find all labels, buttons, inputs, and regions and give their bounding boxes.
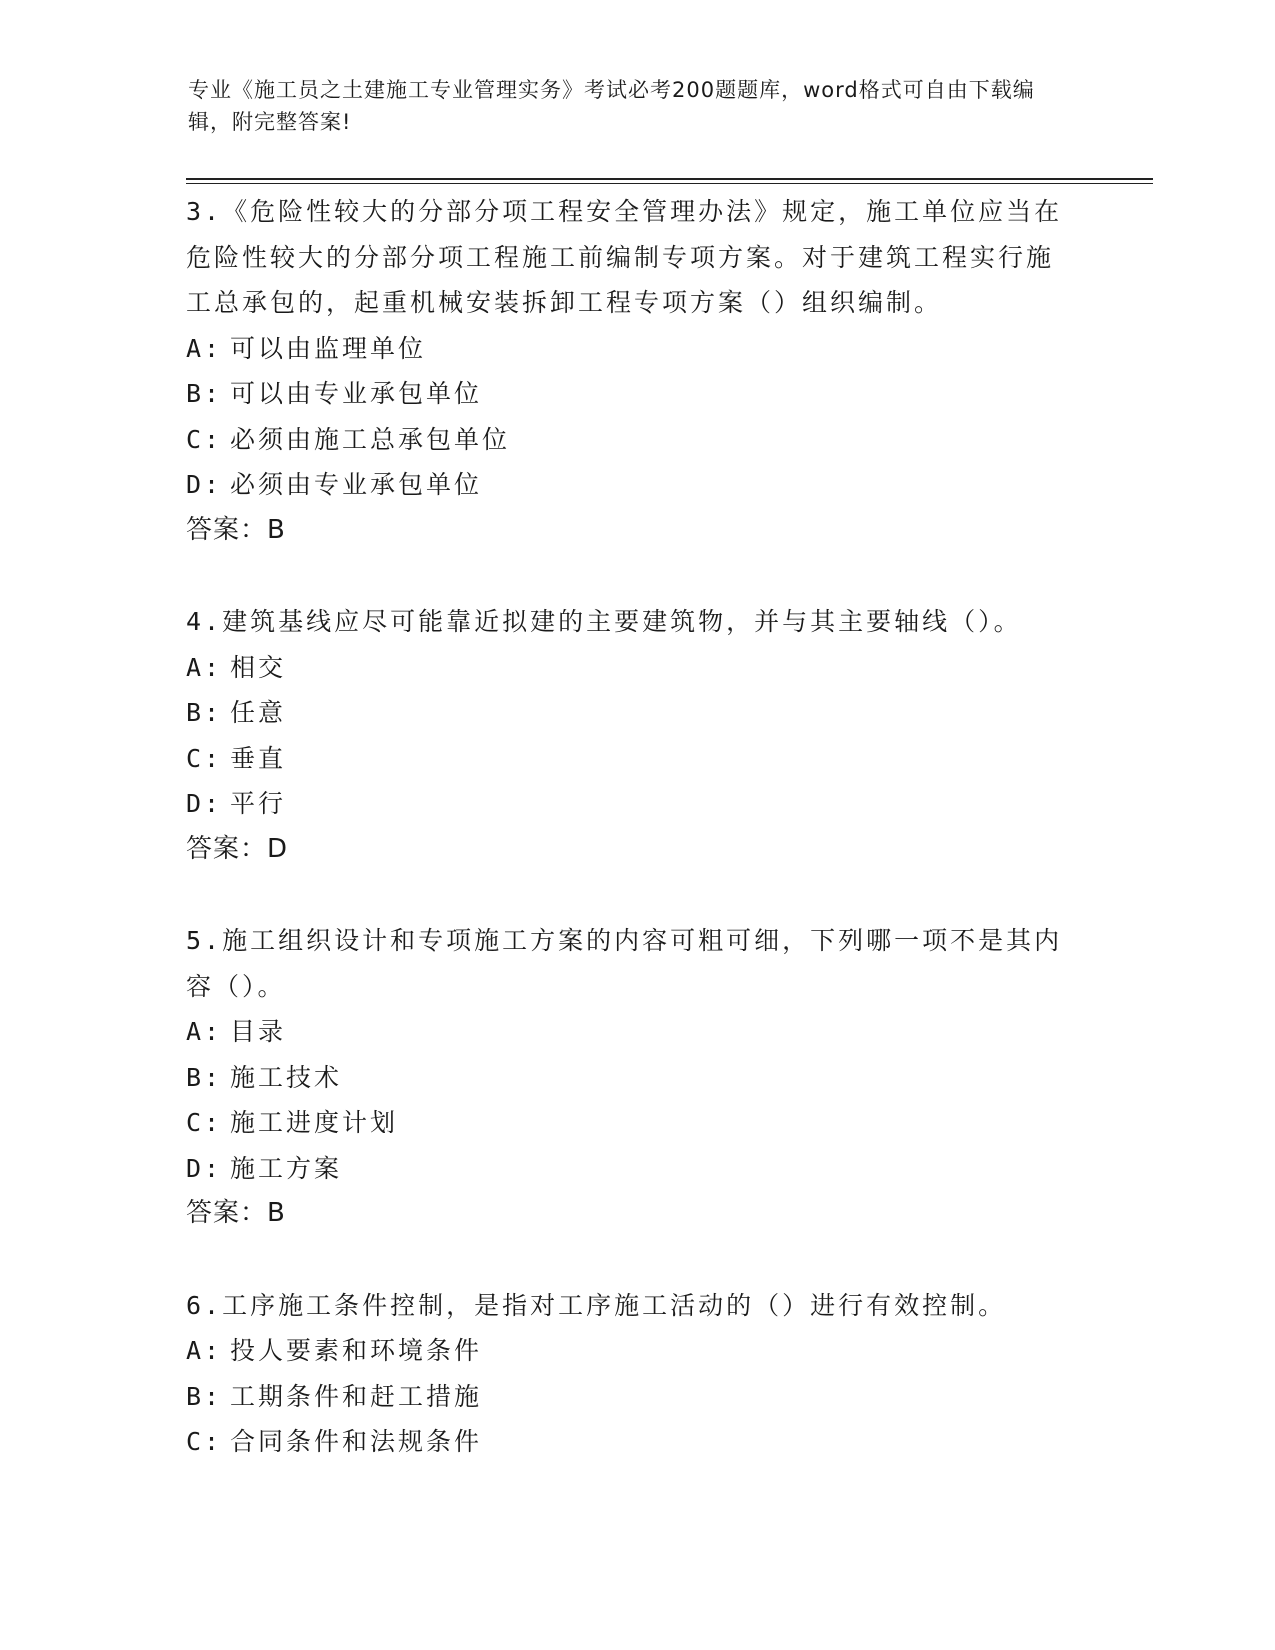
option-d (186, 1146, 1066, 1192)
option-text: 合同条件和法规条件 (230, 1427, 483, 1456)
answer-line: 答案：D (186, 833, 289, 864)
option-b (186, 1374, 1066, 1420)
option-key: B: (186, 698, 223, 727)
option-a (186, 1009, 1066, 1055)
option-text: 平行 (230, 789, 287, 818)
question-6 (186, 1283, 1066, 1465)
option-text: 施工方案 (230, 1153, 343, 1183)
option-key: B: (186, 1062, 223, 1092)
option-key: A: (186, 333, 223, 363)
header-divider-thin (186, 183, 1153, 184)
document-header (188, 74, 1068, 138)
option-key: B: (186, 379, 223, 408)
option-text: 施工进度计划 (230, 1108, 399, 1137)
option-key: D: (186, 470, 223, 499)
question-list (186, 189, 1066, 1511)
option-a (186, 645, 1066, 691)
option-text: 投人要素和环境条件 (230, 1336, 483, 1365)
option-c (186, 1100, 1066, 1146)
option-key: D: (186, 1153, 223, 1183)
option-text: 必须由专业承包单位 (230, 470, 483, 499)
option-key: A: (186, 1336, 223, 1365)
option-key: C: (186, 1108, 223, 1137)
question-stem: 6.工序施工条件控制，是指对工序施工活动的（）进行有效控制。 (186, 1290, 1007, 1320)
option-key: C: (186, 1427, 223, 1456)
question-3 (186, 189, 1066, 553)
header-intro-text: 专业《施工员之土建施工专业管理实务》考试必考200题题库，word格式可自由下载编辑，附完整答案! (188, 78, 1035, 134)
question-stem: 5.施工组织设计和专项施工方案的内容可粗可细，下列哪一项不是其内容（）。 (186, 926, 1063, 1001)
option-c (186, 417, 1066, 463)
option-text: 目录 (230, 1017, 287, 1046)
option-text: 必须由施工总承包单位 (230, 424, 511, 454)
header-divider-thick (186, 178, 1153, 180)
option-key: C: (186, 424, 223, 454)
option-text: 可以由专业承包单位 (230, 379, 483, 408)
option-text: 可以由监理单位 (230, 333, 427, 363)
option-a (186, 1328, 1066, 1374)
option-key: C: (186, 743, 223, 773)
option-d (186, 462, 1066, 508)
option-text: 施工技术 (230, 1062, 343, 1092)
option-key: A: (186, 1017, 223, 1046)
option-key: A: (186, 652, 223, 682)
question-4 (186, 599, 1066, 872)
option-key: D: (186, 789, 223, 818)
option-b (186, 690, 1066, 736)
option-text: 垂直 (230, 743, 287, 773)
option-c (186, 736, 1066, 782)
option-text: 相交 (230, 652, 287, 682)
option-b (186, 1055, 1066, 1101)
option-text: 任意 (230, 698, 287, 727)
answer-line: 答案：B (186, 1198, 286, 1228)
option-c (186, 1419, 1066, 1465)
question-stem: 4.建筑基线应尽可能靠近拟建的主要建筑物，并与其主要轴线（）。 (186, 607, 1022, 636)
option-d (186, 781, 1066, 827)
option-key: B: (186, 1381, 223, 1411)
answer-line: 答案：B (186, 514, 286, 545)
option-b (186, 371, 1066, 417)
option-text: 工期条件和赶工措施 (230, 1381, 483, 1411)
question-5 (186, 918, 1066, 1237)
option-a (186, 326, 1066, 372)
question-stem: 3.《危险性较大的分部分项工程安全管理办法》规定，施工单位应当在危险性较大的分部分项工程施工前编制专项方案。对于建筑工程实行施工总承包的，起重机械安装拆卸工程专项方案（）组织编制。 (186, 197, 1063, 317)
